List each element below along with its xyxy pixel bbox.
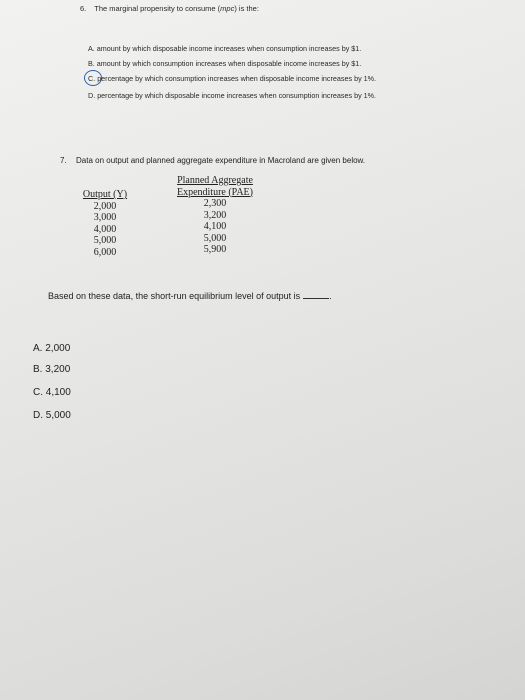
answer-option-a[interactable]: A. 2,000 bbox=[33, 343, 71, 354]
table-header-output: Output (Y) bbox=[82, 189, 128, 200]
table-cell: 3,000 bbox=[93, 212, 117, 223]
table-cell: 4,100 bbox=[203, 221, 227, 232]
answer-option-c[interactable]: C. 4,100 bbox=[33, 387, 71, 398]
table-header-pae-line2: Expenditure (PAE) bbox=[176, 186, 253, 198]
option-text: percentage by which consumption increases when disposable income increases by 1%. bbox=[97, 74, 377, 83]
question-7-number: 7. bbox=[60, 156, 67, 165]
option-letter: C. bbox=[88, 74, 96, 83]
question-7-sentence bbox=[48, 291, 332, 301]
table-output-column bbox=[70, 189, 140, 258]
table-cell: 6,000 bbox=[93, 246, 117, 258]
option-text: amount by which disposable income increases when consumption increases by $1. bbox=[96, 44, 362, 53]
option-letter: D. bbox=[88, 91, 96, 100]
table-cell: 4,000 bbox=[93, 223, 117, 235]
question-6-option-a[interactable] bbox=[88, 44, 361, 53]
table-cell: 2,000 bbox=[93, 200, 117, 212]
question-7-prompt bbox=[60, 156, 365, 165]
table-cell: 5,900 bbox=[203, 244, 227, 255]
question-7-text: Data on output and planned aggregate expenditure in Macroland are given below. bbox=[76, 156, 366, 165]
option-letter: B. bbox=[88, 59, 95, 68]
answer-blank bbox=[303, 298, 329, 299]
option-text: amount by which consumption increases when disposable income increases by $1. bbox=[96, 59, 362, 68]
sentence-text: Based on these data, the short-run equilibrium level of output is bbox=[48, 291, 301, 301]
table-header-pae-line1: Planned Aggregate bbox=[177, 175, 253, 186]
question-6-option-b[interactable] bbox=[88, 59, 361, 68]
question-6-text-end: ) is the: bbox=[234, 4, 259, 13]
answer-option-b[interactable]: B. 3,200 bbox=[33, 364, 71, 375]
answer-option-d[interactable]: D. 5,000 bbox=[33, 410, 71, 421]
option-text: percentage by which disposable income increases when consumption increases by 1%. bbox=[97, 91, 377, 100]
table-cell: 5,000 bbox=[93, 235, 117, 246]
question-6-italic-term: mpc bbox=[220, 4, 235, 13]
table-cell: 2,300 bbox=[203, 198, 227, 209]
sentence-period: . bbox=[329, 291, 332, 301]
question-6-text: The marginal propensity to consume ( bbox=[94, 4, 221, 13]
table-cell: 5,000 bbox=[203, 232, 227, 244]
table-pae-column bbox=[160, 175, 270, 256]
question-6-option-c[interactable] bbox=[88, 74, 376, 83]
table-cell: 3,200 bbox=[203, 209, 227, 221]
question-6-number: 6. bbox=[80, 4, 87, 13]
question-6-option-d[interactable] bbox=[88, 91, 376, 100]
option-letter: A. bbox=[88, 44, 95, 53]
question-6-prompt bbox=[80, 4, 259, 13]
